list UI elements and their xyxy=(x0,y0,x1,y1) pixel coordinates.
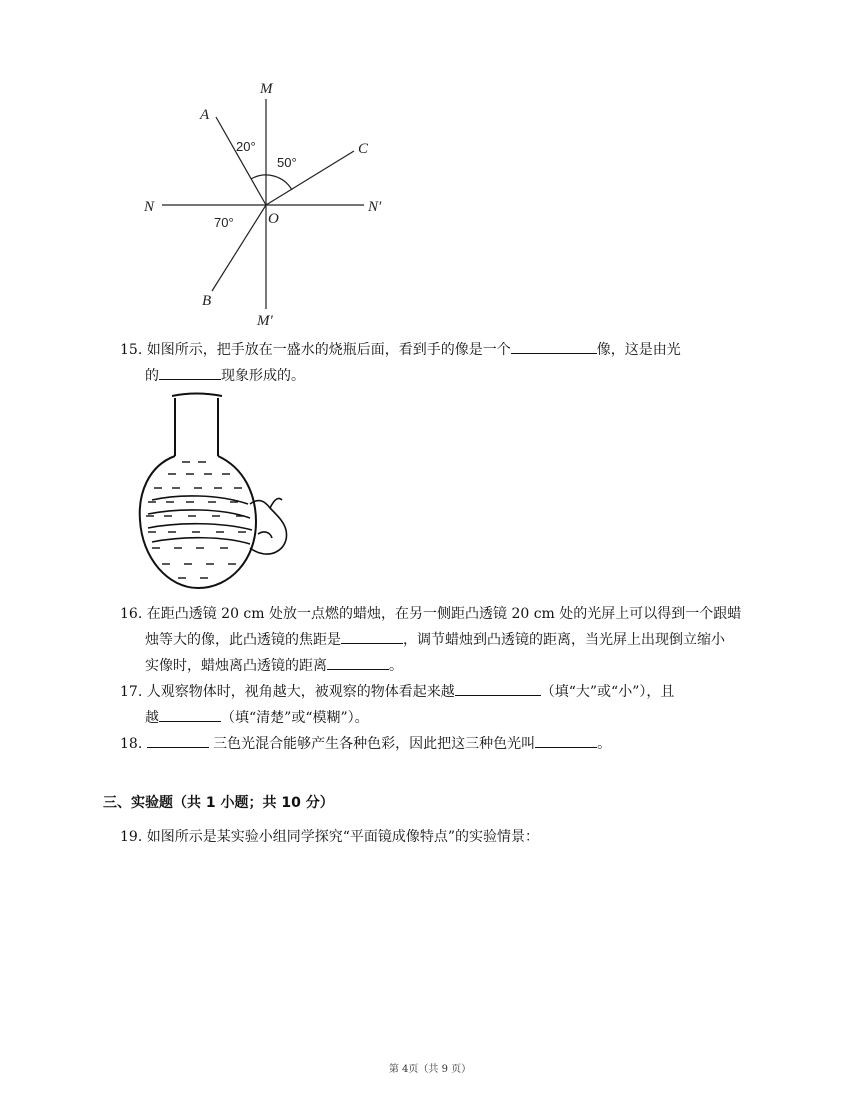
angle-20: 20° xyxy=(236,139,256,154)
question-18: 18. 三色光混合能够产生各种色彩，因此把这三种色光叫 。 xyxy=(120,731,611,757)
label-a: A xyxy=(200,107,210,123)
angle-arc xyxy=(251,175,292,190)
label-m-prime: M′ xyxy=(257,313,273,329)
angle-70: 70° xyxy=(214,215,234,230)
flask-illustration xyxy=(138,390,298,596)
reflection-refraction-diagram xyxy=(130,75,400,335)
question-17-line-1: 17. 人观察物体时，视角越大，被观察的物体看起来越 （填“大”或“小”），且 xyxy=(120,679,674,705)
answer-blank[interactable] xyxy=(159,705,221,722)
answer-blank[interactable] xyxy=(455,679,541,696)
answer-blank[interactable] xyxy=(159,363,221,380)
answer-blank[interactable] xyxy=(327,653,389,670)
question-15-line-2: 的 现象形成的。 xyxy=(145,363,305,389)
label-o: O xyxy=(268,211,279,227)
answer-blank[interactable] xyxy=(147,731,209,748)
question-19: 19. 如图所示是某实验小组同学探究“平面镜成像特点”的实验情景： xyxy=(120,829,540,845)
question-16-line-1: 16. 在距凸透镜 20 cm 处放一点燃的蜡烛，在另一侧距凸透镜 20 cm 处的光屏上可以得到一个跟蜡 xyxy=(120,606,742,622)
label-n: N xyxy=(144,199,155,215)
answer-blank[interactable] xyxy=(511,337,597,354)
label-c: C xyxy=(358,141,369,157)
ray-ao xyxy=(216,117,266,205)
question-16-line-2: 烛等大的像，此凸透镜的焦距是 ，调节蜡烛到凸透镜的距离，当光屏上出现倒立缩小 xyxy=(145,627,725,653)
answer-blank[interactable] xyxy=(341,627,403,644)
label-n-prime: N′ xyxy=(368,199,382,215)
answer-blank[interactable] xyxy=(535,731,597,748)
section-title-experiment: 三、实验题（共 1 小题；共 10 分） xyxy=(103,795,334,811)
angle-50: 50° xyxy=(277,155,297,170)
page-footer: 第 4页（共 9 页） xyxy=(388,1064,472,1075)
question-15-line-1: 15. 如图所示，把手放在一盛水的烧瓶后面，看到手的像是一个 像，这是由光 xyxy=(120,337,681,363)
question-16-line-3: 实像时，蜡烛离凸透镜的距离 。 xyxy=(145,653,403,679)
label-m: M xyxy=(260,81,273,97)
label-b: B xyxy=(202,293,212,309)
question-17-line-2: 越 （填“清楚”或“模糊”）。 xyxy=(145,705,369,731)
